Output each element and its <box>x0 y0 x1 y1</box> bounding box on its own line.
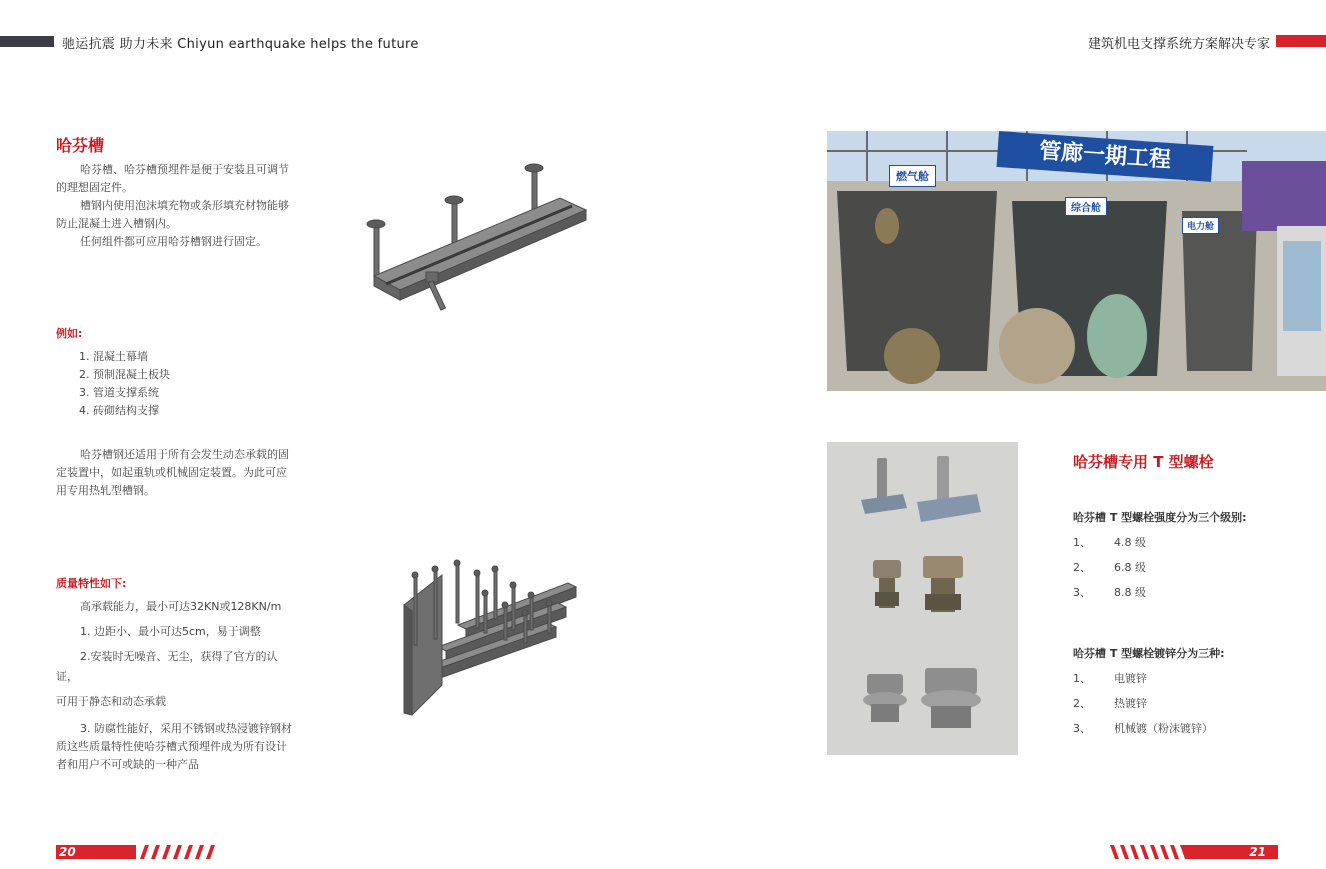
examples-title: 例如: <box>56 327 83 340</box>
intro-para-2: 槽钢内使用泡沫填充物或条形填充材物能够防止混凝土进入槽钢内。 <box>56 199 289 230</box>
quality-item-2: 1. 边距小、最小可达5cm，易于调整 <box>80 625 261 638</box>
footer-bar-right <box>1190 845 1278 859</box>
list-item <box>1073 670 1147 686</box>
utility-tunnel-photo <box>827 131 1326 391</box>
quality-item-3b: 可用于静态和动态承载 <box>56 695 166 708</box>
list-value: 电镀锌 <box>1114 672 1147 685</box>
t-bolt-photo <box>827 442 1018 755</box>
strength-heading: 哈芬槽 T 型螺栓强度分为三个级别: <box>1073 511 1247 524</box>
list-value: 热镀锌 <box>1114 697 1147 710</box>
section-title-t-bolt: 哈芬槽专用 T 型螺栓 <box>1073 453 1214 471</box>
intro-paragraphs <box>56 161 296 251</box>
list-number: 1、 <box>1073 672 1091 685</box>
footer-stripes-left <box>136 845 224 859</box>
list-number: 3、 <box>1073 722 1091 735</box>
quality-item-4: 3. 防腐性能好，采用不锈钢或热浸镀锌钢材质这些质量特性使哈芬槽式预埋件成为所有设计者和用户不可或缺的一种产品 <box>56 722 292 771</box>
header-bar-left <box>0 36 54 47</box>
examples-list <box>79 348 170 420</box>
list-number: 1、 <box>1073 536 1091 549</box>
quality-item-3a: 2.安装时无噪音、无尘，获得了官方的认证， <box>56 650 278 683</box>
zinc-heading: 哈芬槽 T 型螺栓镀锌分为三种: <box>1073 647 1225 660</box>
halfen-channel-illustration <box>360 158 595 318</box>
sign-gas: 燃气舱 <box>889 165 936 187</box>
t-bolt-photo-drawing <box>827 442 1018 755</box>
list-item <box>1073 720 1213 736</box>
header-bar-right <box>1276 35 1326 47</box>
sign-power: 电力舱 <box>1182 217 1219 234</box>
list-item <box>1073 559 1146 575</box>
list-value: 6.8 级 <box>1114 561 1146 574</box>
list-item <box>1073 584 1146 600</box>
list-item: 2. 预制混凝土板块 <box>79 368 170 381</box>
quality-list <box>56 597 296 774</box>
dynamic-text: 哈芬槽钢还适用于所有会发生动态承载的固定装置中，如起重轨或机械固定装置。为此可应用专用热轧型槽钢。 <box>56 448 289 497</box>
list-number: 3、 <box>1073 586 1091 599</box>
quality-title: 质量特性如下: <box>56 577 127 590</box>
list-value: 4.8 级 <box>1114 536 1146 549</box>
intro-para-3: 任何组件都可应用哈芬槽钢进行固定。 <box>80 235 267 248</box>
list-value: 机械镀（粉沫镀锌） <box>1114 722 1213 735</box>
list-item <box>1073 695 1147 711</box>
quality-item-1: 高承载能力，最小可达32KN或128KN/m <box>80 600 282 613</box>
page-number-left: 20 <box>59 845 76 859</box>
header-slogan: 驰运抗震 助力未来 Chiyun earthquake helps the future <box>62 37 419 52</box>
list-item: 4. 砖砌结构支撑 <box>79 404 159 417</box>
footer-stripes-right <box>1110 845 1190 859</box>
list-value: 8.8 级 <box>1114 586 1146 599</box>
intro-para-1: 哈芬槽、哈芬槽预埋件是便于安装且可调节的理想固定件。 <box>56 163 289 194</box>
list-item: 1. 混凝土幕墙 <box>79 350 148 363</box>
list-number: 2、 <box>1073 561 1091 574</box>
list-item <box>1073 534 1146 550</box>
sign-comprehensive: 综合舱 <box>1065 197 1107 216</box>
page-number-right: 21 <box>1249 845 1266 859</box>
halfen-multi-channel-illustration <box>398 555 583 720</box>
footer-bar-left <box>56 845 136 859</box>
photo-banner: 管廊一期工程 <box>996 131 1213 182</box>
list-item: 3. 管道支撑系统 <box>79 386 159 399</box>
list-number: 2、 <box>1073 697 1091 710</box>
header-tagline: 建筑机电支撑系统方案解决专家 <box>1087 37 1270 52</box>
section-title-halfen: 哈芬槽 <box>56 136 105 155</box>
dynamic-paragraph <box>56 446 296 500</box>
